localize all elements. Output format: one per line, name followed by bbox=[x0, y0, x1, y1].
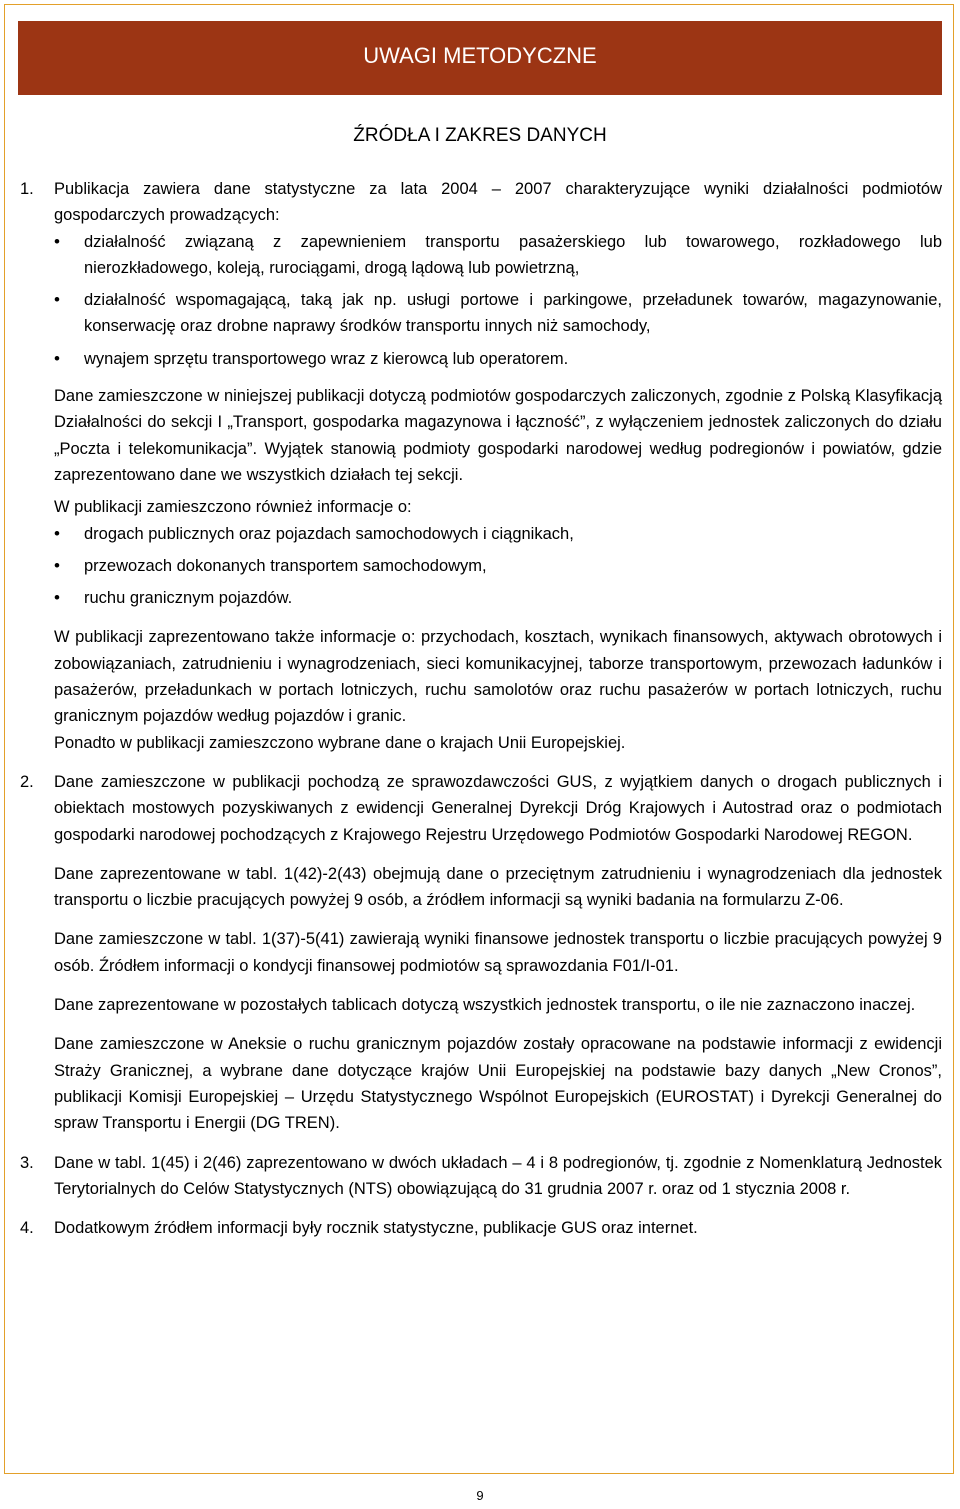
numbered-item-4 bbox=[20, 1215, 942, 1241]
numbered-item-2 bbox=[20, 769, 942, 1137]
item-number: 1. bbox=[20, 180, 34, 198]
banner-title: UWAGI METODYCZNE bbox=[363, 43, 597, 68]
also-intro: W publikacji zamieszczono również informacje o: bbox=[54, 498, 412, 517]
page-number: 9 bbox=[476, 1488, 484, 1503]
paragraph: Dane zamieszczone w tabl. 1(37)-5(41) zawierają wyniki finansowe jednostek transportu o liczbie pracujących powyżej 9 osób. Źródłem informacji o kondycji finansowej podmiotów są sprawozdania F01/I-01. bbox=[54, 930, 942, 975]
activity-list bbox=[54, 229, 942, 372]
item-number: 3. bbox=[20, 1153, 34, 1172]
eu-paragraph: Ponadto w publikacji zamieszczono wybrane dane o krajach Unii Europejskiej. bbox=[54, 733, 626, 752]
numbered-item-1 bbox=[20, 176, 942, 756]
list-item: • działalność związaną z zapewnieniem transportu pasażerskiego lub towarowego, rozkładowego lub nierozkładowego, koleją, rurociągami, drogą lądową lub powietrzną, bbox=[54, 229, 942, 282]
paragraph: Dane w tabl. 1(45) i 2(46) zaprezentowano w dwóch układach – 4 i 8 podregionów, tj. zgodnie z Nomenklaturą Jednostek Terytorialnych do Celów Statystycznych (NTS) obowiązującą do 31 grudnia 2007 r. oraz od 1 stycznia 2008 r. bbox=[54, 1153, 942, 1198]
scope-paragraph: Dane zamieszczone w niniejszej publikacji dotyczą podmiotów gospodarczych zaliczonych, zgodnie z Polską Klasyfikacją Działalności do sekcji I „Transport, gospodarka magazynowa i łączność”, z wyłączeniem jednostek zaliczonych do działu „Poczta i telekomunikacja”. Wyjątek stanowią podmioty gospodarki narodowej według podregionów i powiatów, gdzie zaprezentowano dane we wszystkich działach tej sekcji. bbox=[54, 387, 942, 484]
paragraph: Dane zaprezentowane w pozostałych tablicach dotyczą wszystkich jednostek transportu, o ile nie zaznaczono inaczej. bbox=[54, 996, 916, 1015]
title-banner bbox=[18, 21, 942, 95]
list-item: • ruchu granicznym pojazdów. bbox=[54, 585, 942, 611]
list-item: • drogach publicznych oraz pojazdach samochodowych i ciągnikach, bbox=[54, 521, 942, 547]
list-item: • wynajem sprzętu transportowego wraz z kierowcą lub operatorem. bbox=[54, 346, 942, 372]
presented-paragraph: W publikacji zaprezentowano także informacje o: przychodach, kosztach, wynikach finansowych, aktywach obrotowych i zobowiązaniach, zatrudnieniu i wynagrodzeniach, sieci komunikacyjnej, taborze transportowym, przewozach ładunków i pasażerów, przeładunkach w portach lotniczych, ruchu samolotów oraz ruchu pasażerów w portach lotniczych, ruchu granicznym pojazdów według pojazdów i granic. bbox=[54, 628, 942, 726]
item-number: 2. bbox=[20, 772, 34, 791]
item-number: 4. bbox=[20, 1219, 34, 1238]
section-title: ŹRÓDŁA I ZAKRES DANYCH bbox=[353, 125, 607, 146]
numbered-item-3 bbox=[20, 1150, 942, 1203]
list-item: • przewozach dokonanych transportem samochodowym, bbox=[54, 553, 942, 579]
content bbox=[20, 176, 942, 1241]
paragraph: Dane zamieszczone w Aneksie o ruchu granicznym pojazdów zostały opracowane na podstawie informacji z ewidencji Straży Granicznej, a wybrane dane dotyczące krajów Unii Europejskiej na podstawie bazy danych „New Cronos”, publikacji Komisji Europejskiej – Urzędu Statystycznego Wspólnot Europejskich (EUROSTAT) i Dyrekcji Generalnej do spraw Transportu i Energii (DG TREN). bbox=[54, 1035, 942, 1133]
paragraph: Dane zamieszczone w publikacji pochodzą ze sprawozdawczości GUS, z wyjątkiem danych o drogach publicznych i obiektach mostowych pozyskiwanych z ewidencji Generalnej Dyrekcji Dróg Krajowych i Autostrad oraz o podmiotach gospodarki narodowej pochodzących z Krajowego Rejestru Urzędowego Podmiotów Gospodarki Narodowej REGON. bbox=[54, 772, 942, 844]
list-item: • działalność wspomagającą, taką jak np. usługi portowe i parkingowe, przeładunek towarów, magazynowanie, konserwację oraz drobne naprawy środków transportu innych niż samochody, bbox=[54, 287, 942, 340]
paragraph: Dane zaprezentowane w tabl. 1(42)-2(43) obejmują dane o przeciętnym zatrudnieniu i wynagrodzeniach dla jednostek transportu o liczbie pracujących powyżej 9 osób, a źródłem informacji są wyniki badania na formularzu Z-06. bbox=[54, 864, 942, 910]
item-1-intro: Publikacja zawiera dane statystyczne za lata 2004 – 2007 charakteryzujące wyniki działalności podmiotów gospodarczych prowadzących: bbox=[54, 180, 942, 225]
also-list bbox=[54, 521, 942, 612]
paragraph: Dodatkowym źródłem informacji były rocznik statystyczne, publikacje GUS oraz internet. bbox=[54, 1219, 698, 1238]
